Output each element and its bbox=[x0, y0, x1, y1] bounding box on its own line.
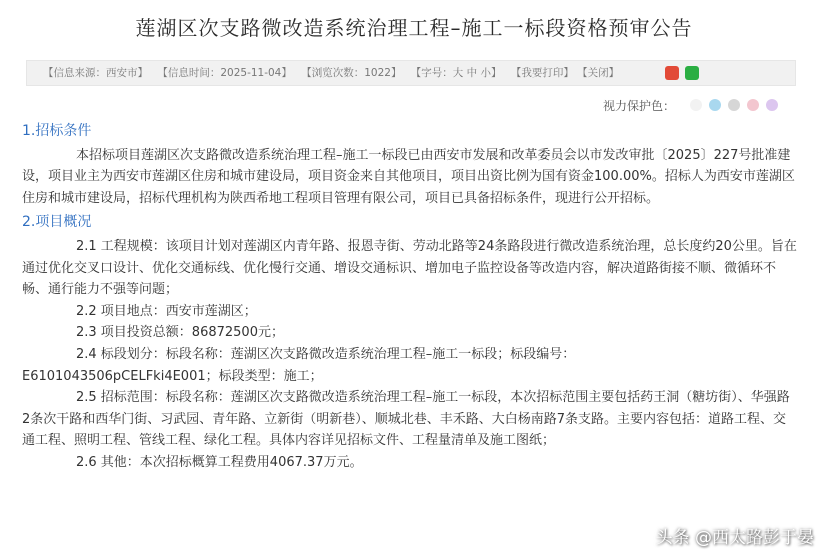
section-heading: 1.招标条件 bbox=[22, 123, 92, 139]
eye-color-swatch-2[interactable] bbox=[709, 99, 721, 111]
close-link[interactable]: 【关闭】 bbox=[577, 67, 620, 79]
eye-color-swatch-3[interactable] bbox=[728, 99, 740, 111]
print-link[interactable]: 【我要打印】 bbox=[510, 67, 574, 79]
share-icons bbox=[659, 66, 699, 90]
font-small-link[interactable]: 小 bbox=[480, 67, 491, 79]
info-source: 【信息来源：西安市】 bbox=[43, 67, 148, 79]
eye-protection-label: 视力保护色： bbox=[602, 99, 675, 113]
font-size-control: 【字号：大 中 小】 bbox=[410, 67, 502, 79]
paragraph: 2.1 工程规模：该项目计划对莲湖区内青年路、报恩寺街、劳动北路等24条路段进行微改造系统治理，总长度约20公里。旨在通过优化交叉口设计、优化交通标线、优化慢行交通、增设交通标识、增加电子监控设备等改造内容，解决道路街接不顺、微循环不畅、通行能力不强等问题； bbox=[22, 238, 797, 298]
font-medium-link[interactable]: 中 bbox=[466, 67, 478, 79]
paragraph: 2.6 其他：本次招标概算工程费用4067.37万元。 bbox=[76, 454, 363, 470]
paragraph: E6101043506pCELFki4E001；标段类型：施工； bbox=[22, 368, 323, 384]
article-body bbox=[22, 118, 798, 474]
paragraph: 2.2 项目地点：西安市莲湖区； bbox=[76, 303, 257, 319]
page-title: 莲湖区次支路微改造系统治理工程–施工一标段资格预审公告 bbox=[135, 16, 693, 40]
font-large-link[interactable]: 大 bbox=[452, 67, 464, 79]
weibo-icon[interactable] bbox=[665, 66, 679, 80]
eye-protection-bar bbox=[603, 97, 778, 114]
wechat-icon[interactable] bbox=[685, 66, 699, 80]
info-views: 【浏览次数：1022】 bbox=[301, 67, 402, 79]
eye-color-swatch-1[interactable] bbox=[690, 99, 702, 111]
paragraph: 2.5 招标范围：标段名称：莲湖区次支路微改造系统治理工程–施工一标段，本次招标范围主要包括药王洞（糖坊街）、华强路2条次干路和西华门街、习武园、青年路、立新街（明新巷）、顺城北巷、丰禾路、大白杨南路7条支路。主要内容包括：道路工程、交通工程、照明工程、管线工程、绿化工程。具体内容详见招标文件、工程量清单及施工图纸； bbox=[22, 390, 790, 449]
paragraph: 本招标项目莲湖区次支路微改造系统治理工程–施工一标段已由西安市发展和改革委员会以市发改审批〔2025〕227号批准建设，项目业主为西安市莲湖区住房和城市建设局，项目资金来自其他项目，项目出资比例为国有资金100.00%。招标人为西安市莲湖区住房和城市建设局，招标代理机构为陕西希地工程项目管理有限公司，项目已具备招标条件，现进行公开招标。 bbox=[22, 147, 795, 206]
eye-color-swatch-4[interactable] bbox=[747, 99, 759, 111]
info-bar bbox=[26, 60, 796, 86]
paragraph: 2.4 标段划分：标段名称：莲湖区次支路微改造系统治理工程–施工一标段；标段编号： bbox=[76, 346, 576, 362]
section-heading: 2.项目概况 bbox=[22, 214, 92, 231]
watermark: 头条 @西太路彭于晏 bbox=[655, 528, 814, 548]
info-time: 【信息时间：2025-11-04】 bbox=[157, 67, 292, 79]
paragraph: 2.3 项目投资总额：86872500元； bbox=[76, 325, 284, 341]
eye-color-swatch-5[interactable] bbox=[766, 99, 778, 111]
